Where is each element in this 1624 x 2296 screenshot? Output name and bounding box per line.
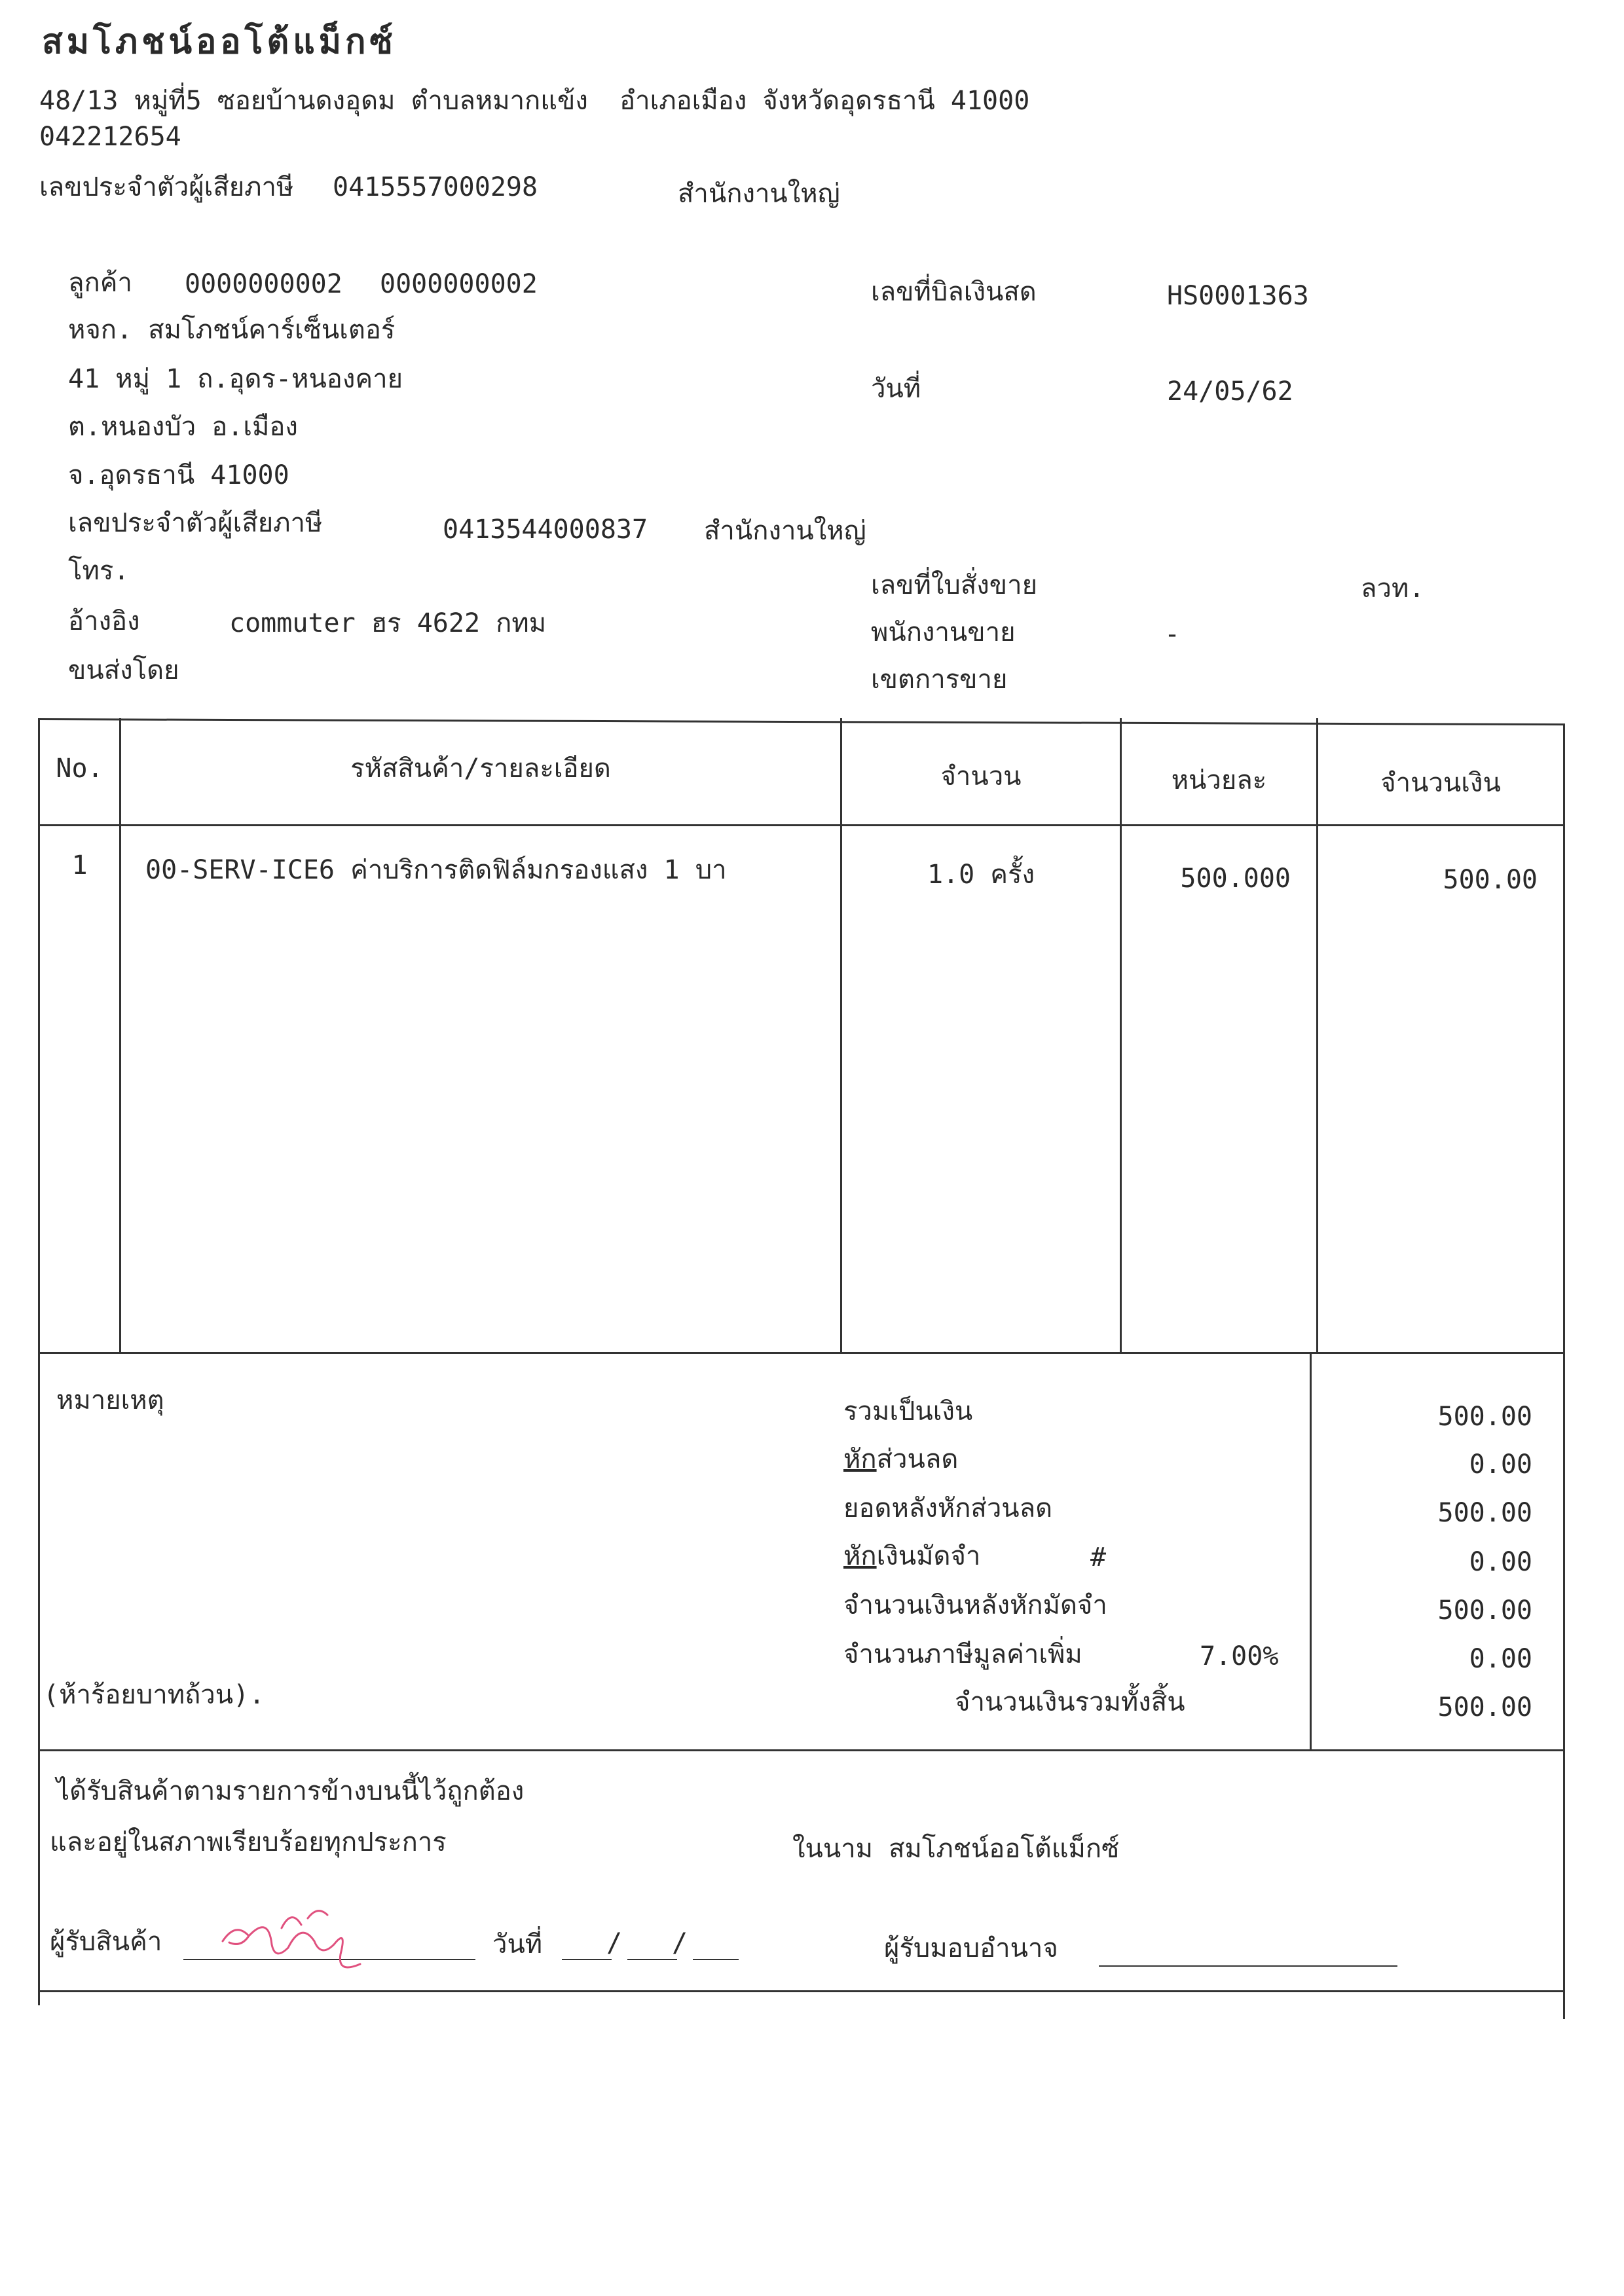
receive-date-year[interactable] bbox=[693, 1959, 739, 1960]
customer-code-2: 0000000002 bbox=[380, 269, 538, 299]
customer-phone-label: โทร. bbox=[68, 556, 130, 586]
discount-value: 0.00 bbox=[1469, 1449, 1532, 1480]
salesperson-label: พนักงานขาย bbox=[871, 617, 1016, 647]
after-deposit-value: 500.00 bbox=[1437, 1595, 1532, 1626]
discount-label bbox=[843, 1444, 958, 1475]
company-branch: สำนักงานใหญ่ bbox=[678, 179, 840, 209]
header-amount: จำนวนเงิน bbox=[1380, 768, 1501, 798]
date-separator-1: / bbox=[606, 1928, 623, 1958]
vat-value: 0.00 bbox=[1469, 1644, 1532, 1674]
header-no: No. bbox=[56, 754, 103, 784]
discount-label-prefix: หัก bbox=[843, 1444, 877, 1474]
customer-branch: สำนักงานใหญ่ bbox=[704, 516, 866, 546]
bill-number: HS0001363 bbox=[1167, 281, 1309, 311]
subtotal-label: รวมเป็นเงิน bbox=[843, 1396, 973, 1427]
row-no: 1 bbox=[71, 850, 88, 881]
vat-rate: 7.00% bbox=[1200, 1641, 1279, 1671]
deposit-label-prefix: หัก bbox=[843, 1541, 877, 1571]
bill-date: 24/05/62 bbox=[1167, 376, 1293, 407]
row-unit-price: 500.000 bbox=[1180, 864, 1291, 894]
after-discount-label: ยอดหลังหักส่วนลด bbox=[843, 1493, 1053, 1523]
col-divider-desc bbox=[840, 718, 842, 1353]
summary-bottom-divider bbox=[38, 1749, 1565, 1751]
items-bottom-divider bbox=[38, 1352, 1565, 1354]
reference-label: อ้างอิง bbox=[68, 606, 140, 636]
table-header-divider bbox=[38, 824, 1565, 826]
total-label: จำนวนเงินรวมทั้งสิ้น bbox=[955, 1687, 1185, 1717]
row-quantity: 1.0 ครั้ง bbox=[927, 860, 1035, 890]
subtotal-value: 500.00 bbox=[1437, 1402, 1532, 1432]
table-right-border bbox=[1563, 725, 1565, 2019]
deposit-label-rest: เงินมัดจำ bbox=[876, 1541, 981, 1571]
sales-area-label: เขตการขาย bbox=[871, 665, 1008, 695]
reference-value: commuter ฮร 4622 กทม bbox=[229, 608, 547, 638]
col-divider-qty bbox=[1120, 718, 1122, 1353]
after-deposit-label: จำนวนเงินหลังหักมัดจำ bbox=[843, 1590, 1107, 1620]
summary-col-divider bbox=[1310, 1352, 1312, 1751]
discount-label-rest: ส่วนลด bbox=[876, 1444, 959, 1474]
receiver-label: ผู้รับสินค้า bbox=[50, 1927, 162, 1957]
after-discount-value: 500.00 bbox=[1437, 1498, 1532, 1528]
customer-label: ลูกค้า bbox=[68, 268, 132, 298]
header-description: รหัสสินค้า/รายละเอียด bbox=[350, 754, 611, 784]
receipt-statement-1: ได้รับสินค้าตามรายการข้างบนนี้ไว้ถูกต้อง bbox=[56, 1776, 525, 1806]
receive-date-label: วันที่ bbox=[492, 1929, 543, 1959]
remark-label: หมายเหตุ bbox=[56, 1385, 164, 1415]
table-bottom-border bbox=[38, 1990, 1565, 1992]
receiver-signature bbox=[210, 1895, 393, 1980]
header-quantity: จำนวน bbox=[940, 761, 1022, 792]
sales-order-value: ลวท. bbox=[1361, 574, 1425, 604]
on-behalf-of: ในนาม สมโภชน์ออโต้แม็กซ์ bbox=[792, 1834, 1120, 1864]
vat-label: จำนวนภาษีมูลค่าเพิ่ม bbox=[843, 1639, 1082, 1669]
date-separator-2: / bbox=[672, 1928, 688, 1958]
col-divider-no bbox=[119, 718, 121, 1353]
table-top-border bbox=[38, 718, 1565, 725]
header-unit-price: หน่วยละ bbox=[1171, 765, 1267, 795]
receive-date-month[interactable] bbox=[627, 1959, 677, 1960]
customer-tax-label: เลขประจำตัวผู้เสียภาษี bbox=[68, 508, 323, 538]
customer-address-3: จ.อุดรธานี 41000 bbox=[68, 460, 289, 490]
bill-number-label: เลขที่บิลเงินสด bbox=[871, 277, 1037, 307]
row-description: 00-SERV-ICE6 ค่าบริการติดฟิล์มกรองแสง 1 บา bbox=[145, 855, 727, 885]
col-divider-unit bbox=[1316, 718, 1318, 1353]
shipping-label: ขนส่งโดย bbox=[68, 655, 179, 685]
receipt-statement-2: และอยู่ในสภาพเรียบร้อยทุกประการ bbox=[50, 1827, 447, 1857]
company-address: 48/13 หมู่ที่5 ซอยบ้านดงอุดม ตำบลหมากแข้ง อำเภอเมือง จังหวัดอุดรธานี 41000 bbox=[39, 86, 1030, 116]
receive-date-day[interactable] bbox=[562, 1959, 612, 1960]
bill-date-label: วันที่ bbox=[871, 374, 921, 404]
deposit-label bbox=[843, 1540, 980, 1572]
total-value: 500.00 bbox=[1437, 1692, 1532, 1722]
customer-name: หจก. สมโภชน์คาร์เซ็นเตอร์ bbox=[68, 315, 396, 345]
company-phone: 042212654 bbox=[39, 122, 181, 152]
authorized-label: ผู้รับมอบอำนาจ bbox=[884, 1933, 1058, 1963]
row-amount: 500.00 bbox=[1443, 865, 1538, 895]
deposit-value: 0.00 bbox=[1469, 1547, 1532, 1577]
customer-address-1: 41 หมู่ 1 ถ.อุดร-หนองคาย bbox=[68, 364, 403, 394]
table-left-border bbox=[38, 718, 40, 2005]
customer-tax-id: 0413544000837 bbox=[443, 515, 648, 545]
company-tax-label: เลขประจำตัวผู้เสียภาษี bbox=[39, 172, 294, 202]
company-tax-id: 0415557000298 bbox=[333, 172, 538, 202]
authorized-signature-line bbox=[1099, 1965, 1397, 1967]
amount-in-words: (ห้าร้อยบาทถ้วน). bbox=[43, 1680, 265, 1710]
sales-order-label: เลขที่ใบสั่งขาย bbox=[871, 570, 1038, 600]
customer-address-2: ต.หนองบัว อ.เมือง bbox=[68, 412, 298, 442]
customer-code-1: 0000000002 bbox=[185, 269, 342, 299]
deposit-hash: # bbox=[1090, 1542, 1107, 1573]
salesperson-value: - bbox=[1164, 619, 1181, 649]
company-name: สมโภชน์ออโต้แม็กซ์ bbox=[42, 22, 397, 62]
